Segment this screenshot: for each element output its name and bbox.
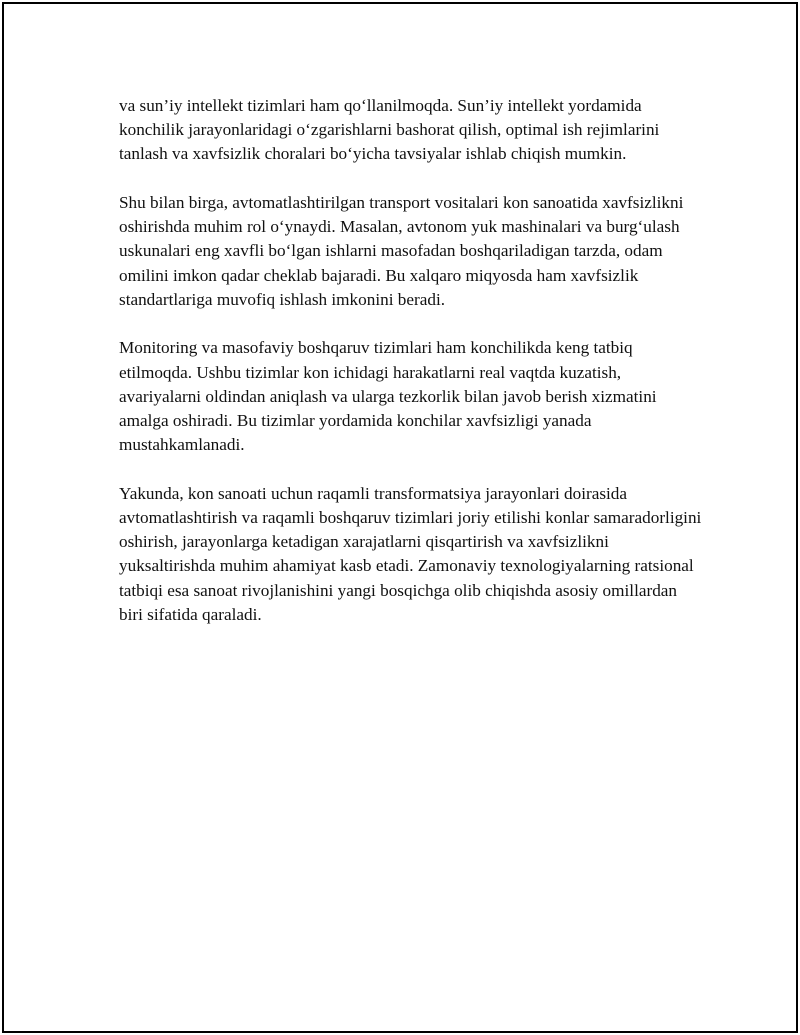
paragraph-autonomous-transport: Shu bilan birga, avtomatlashtirilgan transport vositalari kon sanoatida xavfsizlikni oshirishda muhim rol o‘ynaydi. Masalan, avtonom yuk mashinalari va burg‘ulash uskunalari eng xavfli bo‘lgan ishlarni masofadan boshqariladigan tarzda, odam omilini imkon qadar cheklab bajaradi. Bu xalqaro miqyosda ham xavfsizlik standartlariga muvofiq ishlash imkonini beradi. [119,193,684,309]
document-page [2,2,798,1033]
paragraph-monitoring-systems: Monitoring va masofaviy boshqaruv tizimlari ham konchilikda keng tatbiq etilmoqda. Ushbu tizimlar kon ichidagi harakatlarni real vaqtda kuzatish, avariyalarni oldindan aniqlash va ularga tezkorlik bilan javob berish xizmatini amalga oshiradi. Bu tizimlar yordamida konchilar xavfsizligi yanada mustahkamlanadi. [119,338,657,455]
paragraph-conclusion: Yakunda, kon sanoati uchun raqamli transformatsiya jarayonlari doirasida avtomatlashtirish va raqamli boshqaruv tizimlari joriy etilishi konlar samaradorligini oshirish, jarayonlarga ketadigan xarajatlarni qisqartirish va xavfsizlikni yuksaltirishda muhim ahamiyat kasb etadi. Zamonaviy texnologiyalarning ratsional tatbiqi esa sanoat rivojlanishini yangi bosqichga olib chiqishda asosiy omillardan biri sifatida qaraladi. [119,483,702,624]
document-body [119,94,704,651]
paragraph-ai-intro: va sun’iy intellekt tizimlari ham qo‘llanilmoqda. Sun’iy intellekt yordamida konchilik jarayonlaridagi o‘zgarishlarni bashorat qilish, optimal ish rejimlarini tanlash va xavfsizlik choralari bo‘yicha tavsiyalar ishlab chiqish mumkin. [119,96,660,164]
